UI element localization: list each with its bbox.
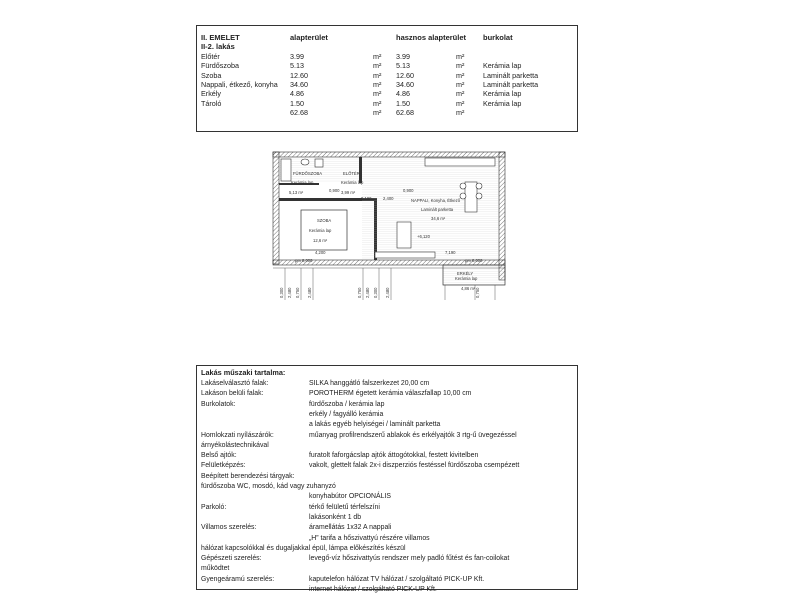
- living-area-label: 34,6 m²: [431, 216, 446, 221]
- spec-value: lakásonként 1 db: [309, 513, 362, 521]
- usable-area-cell: 4.86: [396, 89, 410, 99]
- balcony-floor-label: Kerámia lap: [455, 276, 478, 281]
- usable-area-cell: 3.99: [396, 52, 410, 61]
- spec-label: Beépített berendezési tárgyak:: [201, 472, 295, 480]
- spec-value: műanyag profilrendszerű ablakok és erkélyajtók 3 rtg-ű üvegezéssel: [309, 431, 517, 439]
- room-name-cell: Fürdőszoba: [201, 61, 239, 71]
- floor-covering-cell: Laminált parketta: [483, 70, 539, 80]
- area-cell: 34.60: [290, 79, 308, 89]
- bath-label: FÜRDŐSZOBA: [293, 171, 323, 176]
- unit-cell: m²: [373, 52, 382, 61]
- apartment-subtitle: II-2. lakás: [201, 42, 235, 51]
- spec-label: Parkoló:: [201, 503, 227, 511]
- dim-label: 2,400: [383, 196, 394, 201]
- spec-label: Belső ajtók:: [201, 452, 237, 460]
- spec-value: erkély / fagyálló kerámia: [309, 410, 384, 418]
- room-area-label: 12,6 m²: [313, 238, 328, 243]
- bath-floor-label: Kerámia lap: [291, 180, 314, 185]
- unit-cell: m²: [456, 107, 465, 117]
- spec-value: internet hálózat / szolgáltató PICK-UP Kft.: [309, 586, 437, 593]
- area-cell: 1.50: [290, 98, 304, 108]
- dim-label: 0,900: [403, 188, 414, 193]
- spec-label: hálózat kapcsolókkal és dugaljakkal épül, lámpa előkészítés készül: [201, 544, 406, 552]
- room-label: SZOBA: [317, 218, 332, 223]
- area-cell: 3.99: [290, 52, 304, 61]
- spec-value: „H” tarifa a hőszivattyú részére villamos: [309, 534, 430, 542]
- area-cell: 62.68: [290, 107, 308, 117]
- table-row: [197, 89, 577, 98]
- table-row: [197, 99, 577, 108]
- table-header-floor: II. EMELET: [201, 33, 240, 42]
- entry-floor-label: Kerámia lap: [341, 180, 364, 185]
- floor-covering-cell: Kerámia lap: [483, 98, 522, 108]
- entry-area-label: 3,99 m²: [341, 190, 356, 195]
- table-row: [197, 71, 577, 80]
- room-name-cell: Előtér: [201, 52, 220, 61]
- dim-label: 7,190: [445, 250, 456, 255]
- room-name-cell: Erkély: [201, 89, 221, 99]
- spec-value: POROTHERM égetett kerámia válaszfallap 10,00 cm: [309, 390, 472, 398]
- room-name-cell: Szoba: [201, 70, 222, 80]
- spec-label: fürdőszoba WC, mosdó, kád vagy zuhanyzó: [201, 483, 336, 490]
- floor-covering-cell: Kerámia lap: [483, 89, 522, 99]
- area-cell: 4.86: [290, 89, 304, 99]
- balcony-label: ERKÉLY: [457, 271, 474, 276]
- floor-covering-cell: Kerámia lap: [483, 61, 522, 71]
- room-floor-label: Kerámia lap: [309, 228, 332, 233]
- dim-label: pm 0,000: [465, 258, 483, 263]
- usable-area-cell: 5.13: [396, 61, 410, 71]
- dim-label: 0,900: [329, 188, 340, 193]
- unit-cell: m²: [373, 61, 382, 71]
- unit-cell: m²: [456, 70, 465, 80]
- spec-label: Villamos szerelés:: [201, 524, 257, 532]
- spec-value: levegő-víz hőszivattyús rendszer mely padló fűtést és fan-coilokat: [309, 555, 510, 563]
- usable-area-cell: 34.60: [396, 79, 414, 89]
- spec-value: a lakás egyéb helyiségei / laminált parketta: [309, 421, 441, 429]
- spec-label: árnyékolástechnikával: [201, 441, 269, 449]
- spec-value: áramellátás 1x32 A nappali: [309, 524, 392, 532]
- vertical-dim-label: 0,750: [475, 287, 480, 298]
- area-table: [196, 25, 578, 132]
- balcony-area-label: 4,86 m²: [461, 286, 476, 291]
- spec-label: Lakáselválasztó falak:: [201, 380, 269, 387]
- entry-label: ELŐTÉR: [343, 171, 360, 176]
- dim-label: +6,120: [417, 234, 430, 239]
- spec-label: Gyengeáramú szerelés:: [201, 575, 275, 583]
- spec-label: Gépészeti szerelés:: [201, 555, 262, 563]
- spec-value: vakolt, glettelt falak 2x-i diszperziós festéssel fürdőszoba csempézett: [309, 462, 520, 470]
- table-row: [197, 52, 577, 61]
- table-row: [197, 108, 577, 117]
- technical-spec-box: [196, 365, 578, 593]
- unit-cell: m²: [456, 98, 465, 108]
- vertical-dim-label: 2,480: [287, 287, 292, 298]
- spec-label: Felületképzés:: [201, 462, 246, 470]
- living-label: NAPPALI, Konyha, Étkező: [411, 198, 461, 203]
- area-cell: 5.13: [290, 61, 304, 71]
- room-name-cell: Tároló: [201, 98, 222, 108]
- floor-plan: [265, 150, 515, 310]
- bath-area-label: 5,13 m²: [289, 190, 304, 195]
- spec-value: konyhabútor OPCIONÁLIS: [309, 493, 391, 501]
- unit-cell: m²: [456, 89, 465, 99]
- dim-label: 0,190: [361, 196, 372, 201]
- dim-label: pm 0,000: [295, 258, 313, 263]
- spec-label: működtet: [201, 565, 230, 573]
- usable-area-cell: 1.50: [396, 98, 410, 108]
- vertical-dim-label: 2,480: [385, 287, 390, 298]
- vertical-dim-label: 0,300: [279, 287, 284, 298]
- room-name-cell: Nappali, étkező, konyha: [201, 79, 278, 89]
- spec-value: kaputelefon hálózat TV hálózat / szolgáltató PICK-UP Kft.: [309, 575, 485, 583]
- vertical-dimension-labels: [279, 287, 480, 298]
- vertical-dim-label: 0,300: [373, 287, 378, 298]
- unit-cell: m²: [373, 98, 382, 108]
- table-header-floor-covering: burkolat: [483, 33, 513, 42]
- spec-label: Homlokzati nyílászárók:: [201, 431, 274, 439]
- dim-label: 4,200: [315, 250, 326, 255]
- usable-area-cell: 62.68: [396, 107, 414, 117]
- table-row: [197, 80, 577, 89]
- spec-value: furatolt faforgácslap ajtók áttogótokkal, festett kivitelben: [309, 452, 479, 460]
- unit-cell: m²: [373, 107, 382, 117]
- unit-cell: m²: [373, 70, 382, 80]
- usable-area-cell: 12.60: [396, 70, 414, 80]
- vertical-dim-label: 0,750: [357, 287, 362, 298]
- living-floor-label: Laminált parketta: [421, 207, 454, 212]
- unit-cell: m²: [373, 89, 382, 99]
- spec-title: Lakás műszaki tartalma:: [201, 368, 286, 377]
- vertical-dim-label: 2,480: [307, 287, 312, 298]
- unit-cell: m²: [456, 61, 465, 71]
- unit-cell: m²: [456, 52, 465, 61]
- table-header-area: alapterület: [290, 33, 328, 42]
- floor-covering-cell: Laminált parketta: [483, 79, 539, 89]
- table-header-usable: hasznos alapterület: [396, 33, 467, 42]
- table-row: [197, 61, 577, 70]
- spec-label: Burkolatok:: [201, 400, 236, 408]
- vertical-dim-label: 0,750: [295, 287, 300, 298]
- spec-value: térkő felületű térfelszíni: [309, 503, 380, 511]
- vertical-dim-label: 2,480: [365, 287, 370, 298]
- unit-cell: m²: [373, 79, 382, 89]
- area-cell: 12.60: [290, 70, 308, 80]
- spec-value: fürdőszoba / kerámia lap: [309, 400, 385, 408]
- spec-label: Lakáson belüli falak:: [201, 390, 264, 398]
- unit-cell: m²: [456, 79, 465, 89]
- spec-value: SILKA hanggátló falszerkezet 20,00 cm: [309, 380, 430, 387]
